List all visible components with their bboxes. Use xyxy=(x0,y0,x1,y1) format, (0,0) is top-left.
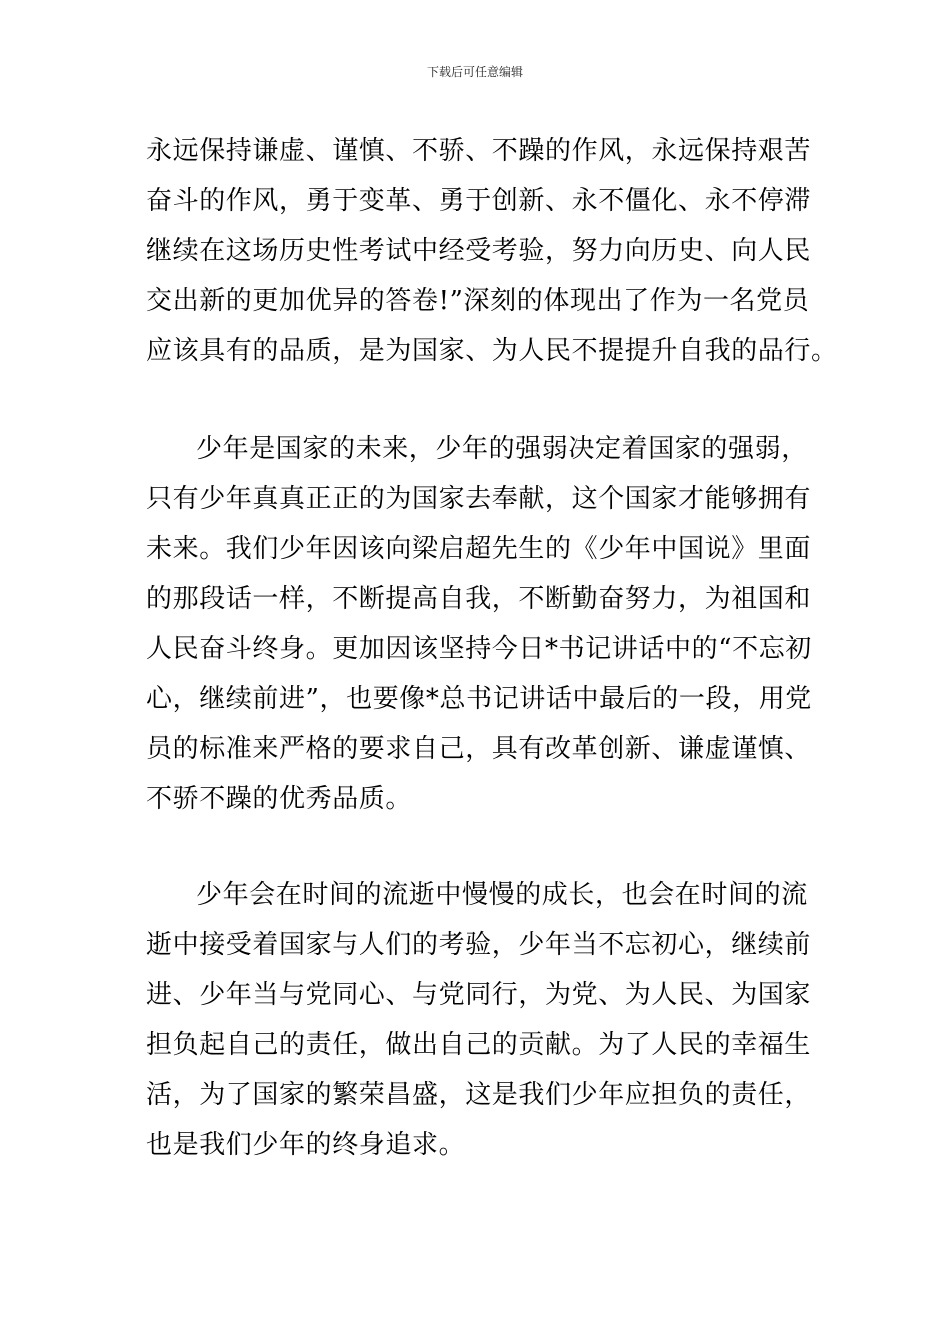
paragraph-line: 继续在这场历史性考试中经受考验，努力向历史、向人民 xyxy=(146,236,812,266)
paragraph-line: 少年会在时间的流逝中慢慢的成长，也会在时间的流 xyxy=(196,880,808,910)
paragraph-line: 员的标准来严格的要求自己，具有改革创新、谦虚谨慎、 xyxy=(146,734,812,764)
paragraph-line: 进、少年当与党同心、与党同行，为党、为人民、为国家 xyxy=(146,980,812,1010)
paragraph-line: 担负起自己的责任，做出自己的贡献。为了人民的幸福生 xyxy=(146,1030,812,1060)
paragraph-line: 少年是国家的未来，少年的强弱决定着国家的强弱， xyxy=(196,434,808,464)
paragraph-line: 活，为了国家的繁荣昌盛，这是我们少年应担负的责任， xyxy=(146,1080,812,1110)
paragraph-line: 不骄不躁的优秀品质。 xyxy=(146,784,413,814)
paragraph-line: 永远保持谦虚、谨慎、不骄、不躁的作风，永远保持艰苦 xyxy=(146,136,812,166)
paragraph-2 xyxy=(146,424,810,824)
paragraph-line: 人民奋斗终身。更加因该坚持今日*书记讲话中的“不忘初 xyxy=(146,634,812,664)
paragraph-line: 的那段话一样，不断提高自我，不断勤奋努力，为祖国和 xyxy=(146,584,812,614)
paragraph-line: 交出新的更加优异的答卷!”深刻的体现出了作为一名党员 xyxy=(146,286,810,316)
paragraph-line: 心，继续前进”，也要像*总书记讲话中最后的一段，用党 xyxy=(146,684,812,714)
page-header: 下载后可任意编辑 xyxy=(426,65,523,79)
paragraph-line: 也是我们少年的终身追求。 xyxy=(146,1130,466,1160)
paragraph-line: 未来。我们少年因该向梁启超先生的《少年中国说》里面 xyxy=(146,534,812,564)
paragraph-line: 奋斗的作风，勇于变革、勇于创新、永不僵化、永不停滞 xyxy=(146,186,812,216)
paragraph-3 xyxy=(146,870,810,1170)
paragraph-1 xyxy=(146,126,838,376)
paragraph-line: 只有少年真真正正的为国家去奉献，这个国家才能够拥有 xyxy=(146,484,812,514)
paragraph-line: 应该具有的品质，是为国家、为人民不提提升自我的品行。 xyxy=(146,336,838,366)
paragraph-line: 逝中接受着国家与人们的考验，少年当不忘初心，继续前 xyxy=(146,930,812,960)
